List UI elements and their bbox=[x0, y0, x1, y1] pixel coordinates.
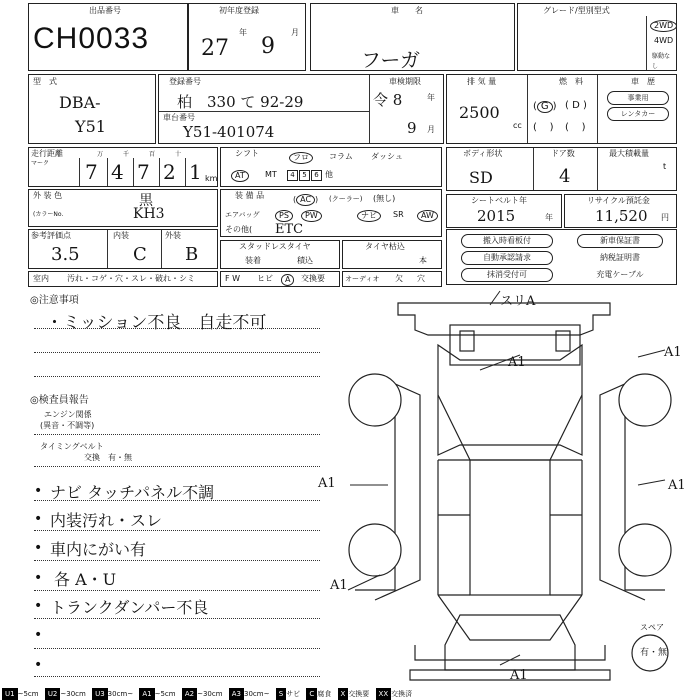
fw-crack: ヒビ bbox=[257, 274, 273, 283]
mileage-digit-1: 7 bbox=[85, 160, 98, 184]
color-box bbox=[28, 189, 218, 227]
displacement-label: 排 気 量 bbox=[467, 77, 497, 86]
spare-value: 有・無 bbox=[640, 648, 668, 658]
audio-label: オーディオ bbox=[345, 275, 380, 283]
shift-box: シフト フロ コラム ダッシュ AT MT 4 5 6 他 bbox=[220, 147, 442, 187]
fuel-label: 燃 料 bbox=[559, 77, 583, 86]
seatbelt-year: 2015 bbox=[477, 207, 516, 225]
doc-charging-cable: 充電ケーブル bbox=[596, 270, 644, 279]
equip-cooler: (クーラー) bbox=[329, 195, 363, 203]
audio-missing: 欠 bbox=[395, 274, 403, 283]
interior-condition-items: 汚れ・コゲ・穴・スレ・破れ・シミ bbox=[67, 274, 195, 283]
mark-right-side: A1 bbox=[668, 478, 686, 493]
inspector-line-3: 車内にがい有 bbox=[50, 540, 147, 559]
doors: 4 bbox=[559, 166, 571, 187]
first-registration-year: 27 bbox=[201, 36, 229, 61]
model-box bbox=[28, 74, 156, 144]
grades-box bbox=[28, 229, 218, 269]
registration-label: 登録番号 bbox=[169, 77, 201, 86]
year-unit: 年 bbox=[239, 28, 247, 37]
interior-grade: C bbox=[133, 244, 147, 265]
inspector-line-5: トランクダンパー不良 bbox=[50, 598, 209, 617]
inspection-month: 9 bbox=[407, 119, 417, 137]
chassis-number: Y51-401074 bbox=[183, 123, 275, 141]
exterior-color-label: 外 装 色 bbox=[33, 191, 63, 200]
fuel-gas: ( G ) bbox=[533, 101, 557, 112]
mileage-digit-4: 2 bbox=[163, 160, 176, 184]
seatbelt-label: シートベルト年 bbox=[471, 196, 527, 205]
mark-right-front: A1 bbox=[664, 345, 682, 360]
history-business: 事業用 bbox=[607, 91, 669, 105]
lot-number-box bbox=[28, 3, 188, 71]
ref-score: 3.5 bbox=[51, 244, 80, 265]
fw-replace: 交換要 bbox=[301, 274, 325, 283]
mileage-label: 走行距離 bbox=[31, 149, 63, 158]
shift-label: シフト bbox=[235, 149, 259, 158]
fuel-diesel: ( D ) bbox=[565, 100, 587, 111]
shift-column: コラム bbox=[329, 152, 353, 161]
engine-label: エンジン関係 bbox=[44, 410, 92, 419]
equip-ac: ( AC ) bbox=[293, 195, 319, 204]
doc-auto-approval: 自動承認請求 bbox=[461, 251, 553, 265]
lot-number-label: 出品番号 bbox=[89, 6, 121, 15]
body-box bbox=[446, 147, 677, 191]
grade-box bbox=[517, 3, 677, 71]
mark-left-side: A1 bbox=[318, 476, 336, 491]
capacity-unit: t bbox=[663, 162, 667, 171]
studless-mounted: 装着 bbox=[245, 256, 261, 265]
spare-label: スペア bbox=[640, 623, 664, 632]
registration-number: 柏 330 て 92-29 bbox=[177, 93, 304, 111]
equip-ps: PS bbox=[275, 210, 293, 222]
doc-signboard: 搬入時看板付 bbox=[461, 234, 553, 248]
recycle-box bbox=[564, 194, 677, 228]
drive-none: 駆動なし bbox=[652, 53, 671, 70]
body-type: SD bbox=[469, 168, 493, 187]
exterior-grade: B bbox=[185, 244, 199, 265]
tire-label: タイヤ枯込 bbox=[365, 242, 405, 251]
mileage-digit-3: 7 bbox=[137, 160, 150, 184]
model-prefix: DBA- bbox=[59, 93, 101, 112]
shift-other: 他 bbox=[325, 170, 333, 179]
color-code-label: (カラーNo. bbox=[33, 211, 64, 218]
body-type-label: ボディ形状 bbox=[463, 149, 503, 158]
interior-label: 内装 bbox=[113, 231, 129, 240]
damage-legend: U1 ~5cm U2 ~30cm U3 30cm~ A1 ~5cm A2 ~30cm A3 30cm~ S サビ C 腐食 X 交換要 XX 交換済 bbox=[0, 688, 700, 700]
equip-airbag: エアバッグ bbox=[225, 211, 260, 219]
studless-loaded: 積込 bbox=[297, 256, 313, 265]
note-line-1: ・ミッション不良 自走不可 bbox=[46, 313, 267, 333]
timing-label: タイミングベルト bbox=[40, 442, 104, 451]
color-code: KH3 bbox=[133, 206, 165, 222]
grade-label: グレード/型別型式 bbox=[543, 6, 610, 15]
equip-other-label: その他( bbox=[225, 225, 253, 234]
model-label: 型 式 bbox=[33, 77, 57, 86]
interior-condition-label: 室内 bbox=[33, 274, 49, 283]
fw-a: A bbox=[281, 274, 294, 286]
exterior-color: 黒 bbox=[139, 193, 153, 209]
chassis-label: 車台番号 bbox=[163, 113, 195, 122]
registration-box bbox=[158, 74, 444, 144]
mileage-digit-5: 1 bbox=[189, 160, 202, 184]
doc-tax-cert: 納税証明書 bbox=[600, 253, 640, 262]
inspector-line-2: 内装汚れ・スレ bbox=[50, 511, 163, 530]
equip-aw: AW bbox=[417, 210, 438, 222]
lot-number: CH0033 bbox=[33, 22, 150, 55]
equip-navi: ナビ bbox=[357, 210, 381, 222]
doc-deregistration: 抹消受付可 bbox=[461, 268, 553, 282]
seatbelt-box bbox=[446, 194, 562, 228]
displacement: 2500 bbox=[459, 103, 500, 122]
first-registration-month: 9 bbox=[261, 34, 275, 59]
mark-left-rear: A1 bbox=[330, 578, 348, 593]
equip-other: ETC bbox=[275, 222, 304, 237]
mark-bumper: スリA bbox=[500, 294, 536, 309]
mileage-digit-2: 4 bbox=[111, 160, 124, 184]
ref-score-label: 参考評価点 bbox=[31, 231, 71, 240]
inspector-label: ◎検査員報告 bbox=[30, 395, 89, 406]
drive-4wd: 4WD bbox=[654, 36, 674, 45]
first-registration-box bbox=[188, 3, 306, 71]
tire-box bbox=[342, 240, 442, 269]
doors-label: ドア数 bbox=[551, 149, 575, 158]
shift-dash: ダッシュ bbox=[371, 152, 403, 161]
interior-condition-box bbox=[28, 271, 218, 287]
inspection-year: 令 8 bbox=[373, 91, 403, 109]
car-name-box bbox=[310, 3, 515, 71]
mileage-box: 走行距離 マーク 万 千 百 十 7 4 7 2 1 km bbox=[28, 147, 218, 187]
inspection-label: 車検期限 bbox=[389, 77, 421, 86]
first-registration-label: 初年度登録 bbox=[219, 6, 259, 15]
mark-rear: A1 bbox=[510, 668, 528, 683]
inspector-line-4: 各 A・U bbox=[54, 570, 117, 589]
studless-label: スタッドレスタイヤ bbox=[239, 242, 311, 251]
fw-label: F W bbox=[225, 274, 241, 283]
mark-hood: A1 bbox=[508, 355, 526, 370]
audio-hole: 穴 bbox=[417, 274, 425, 283]
timing-sub: 交換 有・無 bbox=[84, 453, 132, 462]
recycle-unit: 円 bbox=[661, 213, 669, 222]
history-label: 車 歴 bbox=[631, 77, 655, 86]
shift-mt: MT bbox=[265, 170, 277, 179]
recycle-fee: 11,520 bbox=[595, 207, 648, 225]
mileage-unit: km bbox=[205, 174, 218, 183]
drive-2wd: 2WD bbox=[650, 20, 677, 32]
tire-unit: 本 bbox=[419, 256, 427, 265]
doc-warranty: 新車保証書 bbox=[577, 234, 663, 248]
model-code: Y51 bbox=[75, 117, 106, 136]
recycle-label: リサイクル預託金 bbox=[587, 196, 650, 205]
documents-box bbox=[446, 229, 677, 285]
displacement-unit: cc bbox=[513, 121, 522, 130]
engine-sub: (異音・不調等) bbox=[40, 421, 95, 430]
seatbelt-unit: 年 bbox=[545, 213, 553, 222]
equip-pw: PW bbox=[301, 210, 322, 222]
inspection-year-unit: 年 bbox=[427, 93, 435, 102]
equip-sr: SR bbox=[393, 210, 404, 219]
mark-label: マーク bbox=[31, 160, 50, 167]
car-name: フーガ bbox=[361, 48, 420, 72]
shift-at: AT bbox=[231, 170, 249, 182]
notes-label: ◎注意事項 bbox=[30, 295, 79, 306]
inspector-line-1: ナビ タッチパネル不調 bbox=[50, 483, 215, 502]
inspection-month-unit: 月 bbox=[427, 125, 435, 134]
equip-none: (無し) bbox=[373, 194, 396, 203]
capacity-label: 最大積載量 bbox=[609, 149, 649, 158]
month-unit: 月 bbox=[291, 28, 299, 37]
history-rental: レンタカー bbox=[607, 107, 669, 121]
engine-fuel-box: 排 気 量 2500 cc 燃 料 ( G ) ( D ) ( ) ( ) 車 歴 事業用 レンタカー bbox=[446, 74, 677, 144]
equipment-box bbox=[220, 189, 442, 237]
equipment-label: 装 備 品 bbox=[235, 191, 265, 200]
studless-box bbox=[220, 240, 340, 269]
shift-floor: フロ bbox=[289, 152, 313, 164]
exterior-label: 外装 bbox=[165, 231, 181, 240]
car-name-label: 車 名 bbox=[391, 6, 423, 15]
